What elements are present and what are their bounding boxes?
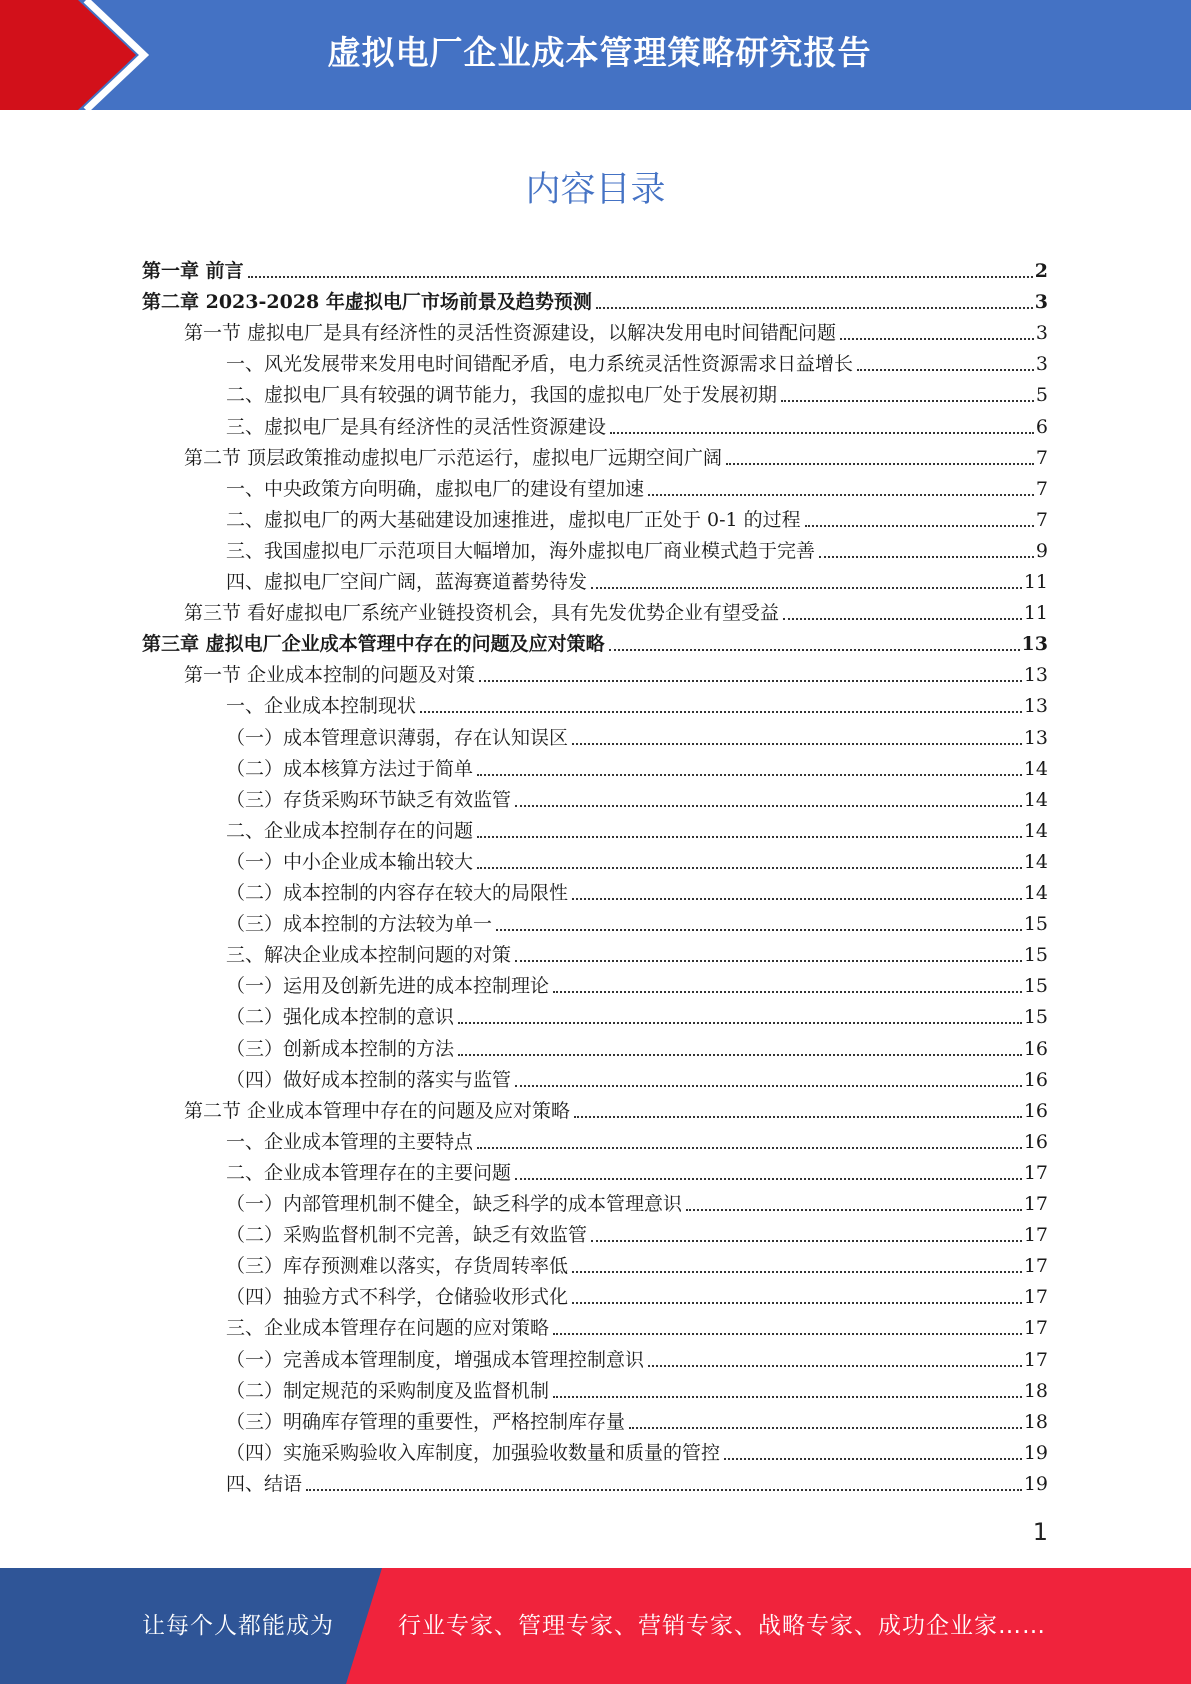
- toc-dot-leader: [477, 774, 1022, 776]
- toc-entry-label: （二）制定规范的采购制度及监督机制: [226, 1379, 550, 1402]
- toc-entry-label: 第三节 看好虚拟电厂系统产业链投资机会，具有先发优势企业有望受益: [184, 602, 780, 625]
- toc-entry-page: 7: [1035, 477, 1048, 500]
- toc-entry-page: 3: [1035, 322, 1048, 345]
- toc-entry-label: （三）存货采购环节缺乏有效监管: [226, 788, 512, 811]
- toc-entry[interactable]: [226, 532, 1048, 563]
- toc-entry-page: 14: [1023, 850, 1048, 873]
- toc-entry-page: 9: [1035, 539, 1048, 562]
- toc-entry[interactable]: [226, 687, 1048, 718]
- toc-entry-label: （一）运用及创新先进的成本控制理论: [226, 975, 550, 998]
- toc-entry[interactable]: [226, 470, 1048, 501]
- toc-dot-leader: [515, 1178, 1022, 1180]
- toc-entry[interactable]: [226, 1465, 1048, 1496]
- toc-entry[interactable]: [226, 905, 1048, 936]
- toc-entry-page: 6: [1035, 415, 1048, 438]
- toc-dot-leader: [648, 494, 1034, 496]
- toc-entry-page: 11: [1023, 571, 1048, 593]
- toc-dot-leader: [610, 432, 1034, 434]
- toc-entry[interactable]: [226, 376, 1048, 407]
- toc-entry-page: 16: [1023, 1130, 1048, 1153]
- toc-dot-leader: [477, 1147, 1022, 1149]
- toc-entry[interactable]: [184, 314, 1048, 345]
- toc-entry-page: 14: [1023, 757, 1048, 780]
- toc-entry[interactable]: [226, 1341, 1048, 1372]
- toc-entry[interactable]: [142, 252, 1048, 283]
- footer-slogan-right: 行业专家、管理专家、营销专家、战略专家、成功企业家……: [398, 1613, 1046, 1639]
- toc-dot-leader: [572, 898, 1022, 900]
- toc-entry-label: （一）中小企业成本输出较大: [226, 850, 474, 873]
- toc-dot-leader: [805, 525, 1034, 527]
- toc-dot-leader: [591, 587, 1022, 589]
- toc-dot-leader: [479, 680, 1022, 682]
- toc-entry-page: 17: [1023, 1317, 1048, 1340]
- toc-entry-page: 13: [1023, 726, 1048, 749]
- toc-entry-label: 三、我国虚拟电厂示范项目大幅增加，海外虚拟电厂商业模式趋于完善: [226, 539, 816, 562]
- toc-entry-page: 17: [1023, 1255, 1048, 1278]
- toc-dot-leader: [553, 1333, 1022, 1335]
- toc-dot-leader: [553, 991, 1022, 993]
- toc-entry-label: 二、企业成本控制存在的问题: [226, 819, 474, 842]
- toc-dot-leader: [724, 1458, 1022, 1460]
- toc-entry[interactable]: [226, 1278, 1048, 1309]
- toc-dot-leader: [629, 1427, 1022, 1429]
- toc-entry-page: 2: [1034, 260, 1048, 282]
- toc-entry-page: 3: [1035, 353, 1048, 376]
- toc-entry[interactable]: [226, 408, 1048, 439]
- toc-entry[interactable]: [184, 439, 1048, 470]
- toc-dot-leader: [458, 1054, 1022, 1056]
- toc-dot-leader: [458, 1022, 1022, 1024]
- toc-entry[interactable]: [226, 1185, 1048, 1216]
- toc-entry-label: （二）成本控制的内容存在较大的局限性: [226, 882, 569, 904]
- toc-entry-label: 第二节 企业成本管理中存在的问题及应对策略: [184, 1099, 571, 1122]
- toc-dot-leader: [248, 276, 1033, 278]
- toc-entry-label: （二）成本核算方法过于简单: [226, 757, 474, 780]
- toc-heading: 内容目录: [525, 170, 666, 210]
- toc-entry-label: 三、解决企业成本控制问题的对策: [226, 944, 512, 967]
- toc-entry[interactable]: [226, 345, 1048, 376]
- toc-dot-leader: [420, 711, 1022, 713]
- toc-entry-label: 第一章 前言: [142, 260, 244, 282]
- toc-entry[interactable]: [226, 719, 1048, 750]
- toc-entry-page: 15: [1023, 944, 1048, 967]
- toc-entry-label: （四）实施采购验收入库制度，加强验收数量和质量的管控: [226, 1441, 721, 1464]
- toc-dot-leader: [783, 618, 1022, 620]
- toc-entry-page: 16: [1023, 1099, 1048, 1122]
- toc-entry[interactable]: [226, 1154, 1048, 1185]
- toc-dot-leader: [572, 743, 1022, 745]
- toc-entry-page: 17: [1023, 1193, 1048, 1215]
- toc-dot-leader: [574, 1116, 1022, 1118]
- toc-entry-label: 第一节 企业成本控制的问题及对策: [184, 664, 476, 687]
- toc-entry[interactable]: [142, 283, 1048, 314]
- toc-entry[interactable]: [226, 1216, 1048, 1247]
- toc-entry-label: （四）抽验方式不科学，仓储验收形式化: [226, 1286, 569, 1309]
- toc-entry-page: 17: [1023, 1286, 1048, 1309]
- toc-dot-leader: [477, 836, 1022, 838]
- toc-dot-leader: [572, 1302, 1022, 1304]
- toc-entry-page: 17: [1023, 1348, 1048, 1371]
- toc-entry-label: （一）完善成本管理制度，增强成本管理控制意识: [226, 1348, 645, 1371]
- toc-entry-page: 13: [1023, 664, 1048, 687]
- toc-entry[interactable]: [226, 1123, 1048, 1154]
- toc-entry-label: 三、虚拟电厂是具有经济性的灵活性资源建设: [226, 415, 607, 438]
- toc-entry[interactable]: [226, 936, 1048, 967]
- toc-entry-label: （三）成本控制的方法较为单一: [226, 913, 493, 936]
- toc-entry[interactable]: [184, 1092, 1048, 1123]
- footer-band: [0, 1568, 1191, 1684]
- toc-entry-label: （三）明确库存管理的重要性，严格控制库存量: [226, 1410, 626, 1433]
- toc-dot-leader: [477, 867, 1022, 869]
- toc-entry-label: （二）强化成本控制的意识: [226, 1006, 455, 1029]
- toc-dot-leader: [819, 556, 1034, 558]
- toc-entry-label: 二、企业成本管理存在的主要问题: [226, 1161, 512, 1184]
- toc-entry-label: （四）做好成本控制的落实与监管: [226, 1068, 512, 1091]
- toc-dot-leader: [726, 463, 1034, 465]
- toc-entry-page: 15: [1023, 975, 1048, 998]
- toc-entry[interactable]: [226, 781, 1048, 812]
- toc-entry-page: 18: [1023, 1379, 1048, 1402]
- toc-entry-page: 19: [1023, 1472, 1048, 1495]
- footer-slogan-left: 让每个人都能成为: [142, 1613, 334, 1639]
- toc-dot-leader: [515, 805, 1022, 807]
- toc-entry[interactable]: [226, 1247, 1048, 1278]
- toc-entry-page: 5: [1035, 384, 1048, 407]
- toc-entry-label: 一、企业成本控制现状: [226, 695, 417, 718]
- toc-entry[interactable]: [226, 1434, 1048, 1465]
- toc-entry-page: 18: [1023, 1410, 1048, 1433]
- toc-entry[interactable]: [226, 563, 1048, 594]
- toc-dot-leader: [515, 1085, 1022, 1087]
- toc-entry-label: 第二节 顶层政策推动虚拟电厂示范运行，虚拟电厂远期空间广阔: [184, 446, 723, 469]
- toc-dot-leader: [553, 1396, 1022, 1398]
- toc-entry-page: 15: [1023, 1006, 1048, 1029]
- toc-entry-label: 四、结语: [226, 1472, 303, 1495]
- toc-entry-label: 一、中央政策方向明确，虚拟电厂的建设有望加速: [226, 477, 645, 500]
- toc-entry[interactable]: [226, 1372, 1048, 1403]
- header-band: [0, 0, 1191, 110]
- toc-entry-page: 19: [1023, 1441, 1048, 1464]
- toc-dot-leader: [596, 307, 1033, 309]
- toc-entry-label: 第二章 2023-2028 年虚拟电厂市场前景及趋势预测: [142, 291, 592, 314]
- toc-entry[interactable]: [226, 750, 1048, 781]
- toc-entry-label: 一、风光发展带来发用电时间错配矛盾，电力系统灵活性资源需求日益增长: [226, 353, 854, 376]
- toc-entry[interactable]: [226, 812, 1048, 843]
- toc-entry-label: 四、虚拟电厂空间广阔，蓝海赛道蓄势待发: [226, 571, 588, 593]
- toc-entry[interactable]: [226, 1309, 1048, 1340]
- toc-entry-page: 15: [1023, 913, 1048, 936]
- toc-dot-leader: [572, 1271, 1022, 1273]
- toc-entry-label: 一、企业成本管理的主要特点: [226, 1130, 474, 1153]
- toc-entry-label: （三）库存预测难以落实，存货周转率低: [226, 1255, 569, 1278]
- toc-entry[interactable]: [226, 1030, 1048, 1061]
- toc-entry-page: 13: [1021, 633, 1048, 656]
- toc-entry-label: （三）创新成本控制的方法: [226, 1037, 455, 1060]
- toc-entry-label: （一）内部管理机制不健全，缺乏科学的成本管理意识: [226, 1193, 683, 1215]
- toc-entry[interactable]: [184, 656, 1048, 687]
- toc-entry[interactable]: [226, 843, 1048, 874]
- toc-dot-leader: [840, 338, 1034, 340]
- toc-entry-label: 二、虚拟电厂具有较强的调节能力，我国的虚拟电厂处于发展初期: [226, 384, 778, 407]
- toc-entry-page: 14: [1023, 819, 1048, 842]
- toc-entry[interactable]: [142, 625, 1048, 656]
- toc-dot-leader: [781, 400, 1034, 402]
- toc-entry[interactable]: [226, 1403, 1048, 1434]
- toc-dot-leader: [515, 960, 1022, 962]
- toc-entry-label: （一）成本管理意识薄弱，存在认知误区: [226, 726, 569, 749]
- toc-entry-page: 11: [1023, 602, 1048, 625]
- toc-dot-leader: [306, 1489, 1022, 1491]
- toc-entry-label: 二、虚拟电厂的两大基础建设加速推进，虚拟电厂正处于 0-1 的过程: [226, 508, 801, 531]
- toc-entry-label: 三、企业成本管理存在问题的应对策略: [226, 1317, 550, 1340]
- toc-entry-page: 7: [1035, 446, 1048, 469]
- toc-entry-page: 14: [1023, 882, 1048, 904]
- toc-dot-leader: [686, 1209, 1022, 1211]
- report-title: 虚拟电厂企业成本管理策略研究报告: [327, 33, 872, 72]
- toc-entry-page: 17: [1023, 1224, 1048, 1247]
- toc-entry-page: 3: [1034, 291, 1048, 314]
- page-number: 1: [1032, 1518, 1048, 1546]
- toc-entry[interactable]: [184, 594, 1048, 625]
- toc-entry-page: 16: [1023, 1037, 1048, 1060]
- toc-entry[interactable]: [226, 501, 1048, 532]
- toc-entry-page: 17: [1023, 1161, 1048, 1184]
- toc-entry[interactable]: [226, 998, 1048, 1029]
- toc-dot-leader: [609, 649, 1020, 651]
- toc-entry[interactable]: [226, 967, 1048, 998]
- toc-dot-leader: [496, 929, 1022, 931]
- toc-entry[interactable]: [226, 1061, 1048, 1092]
- toc-entry-page: 14: [1023, 788, 1048, 811]
- toc-entry[interactable]: [226, 874, 1048, 905]
- toc-entry-page: 13: [1023, 695, 1048, 718]
- toc-entry-label: 第三章 虚拟电厂企业成本管理中存在的问题及应对策略: [142, 633, 605, 656]
- toc-entry-label: （二）采购监督机制不完善，缺乏有效监管: [226, 1224, 588, 1247]
- toc-entry-page: 16: [1023, 1068, 1048, 1091]
- toc-entry-label: 第一节 虚拟电厂是具有经济性的灵活性资源建设，以解决发用电时间错配问题: [184, 322, 837, 345]
- toc-entry-page: 7: [1035, 508, 1048, 531]
- toc-dot-leader: [648, 1365, 1022, 1367]
- toc-dot-leader: [591, 1240, 1022, 1242]
- toc-dot-leader: [857, 369, 1034, 371]
